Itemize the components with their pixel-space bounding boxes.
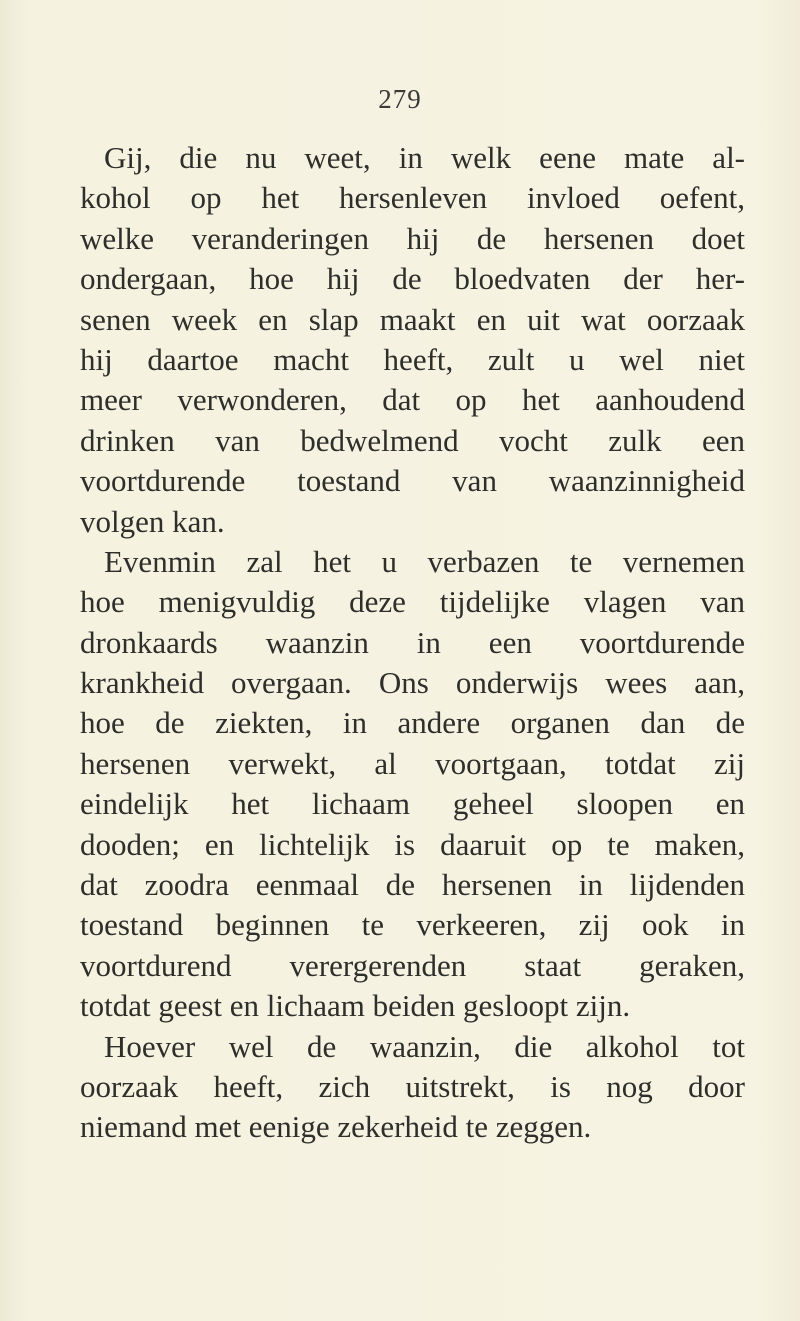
text-line: dronkaards waanzin in een voortdurende: [80, 624, 745, 660]
text-line: volgen kan.: [80, 503, 225, 539]
text-line: dooden; en lichtelijk is daaruit op te maken,: [80, 826, 745, 862]
text-line: drinken van bedwelmend vocht zulk een: [80, 422, 745, 458]
text-line: Gij, die nu weet, in welk eene mate al-: [104, 140, 745, 175]
text-line: hoe de ziekten, in andere organen dan de: [80, 705, 745, 741]
text-line: senen week en slap maakt en uit wat oorzaak: [80, 301, 745, 337]
page-number: 279: [378, 84, 422, 114]
text-line: ondergaan, hoe hij de bloedvaten der her-: [80, 261, 745, 297]
body-text: [80, 138, 745, 1148]
text-line: dat zoodra eenmaal de hersenen in lijdenden: [80, 867, 745, 903]
text-line: krankheid overgaan. Ons onderwijs wees aan,: [80, 665, 745, 701]
text-line: meer verwonderen, dat op het aanhoudend: [80, 382, 745, 418]
text-line: voortdurende toestand van waanzinnigheid: [80, 463, 745, 499]
text-line: hoe menigvuldig deze tijdelijke vlagen van: [80, 584, 745, 620]
text-line: hersenen verwekt, al voortgaan, totdat zij: [80, 745, 745, 781]
text-line: niemand met eenige zekerheid te zeggen.: [80, 1109, 592, 1145]
text-line: kohol op het hersenleven invloed oefent,: [80, 180, 745, 216]
text-line: Hoever wel de waanzin, die alkohol tot: [104, 1028, 745, 1064]
text-line: toestand beginnen te verkeeren, zij ook in: [80, 907, 745, 943]
text-line: voortdurend verergerenden staat geraken,: [80, 947, 745, 983]
text-line: welke veranderingen hij de hersenen doet: [80, 220, 745, 256]
text-line: oorzaak heeft, zich uitstrekt, is nog door: [80, 1068, 745, 1104]
text-line: Evenmin zal het u verbazen te vernemen: [104, 543, 745, 579]
text-line: eindelijk het lichaam geheel sloopen en: [80, 786, 745, 822]
text-line: totdat geest en lichaam beiden gesloopt zijn.: [80, 988, 631, 1024]
text-line: hij daartoe macht heeft, zult u wel niet: [80, 341, 745, 377]
